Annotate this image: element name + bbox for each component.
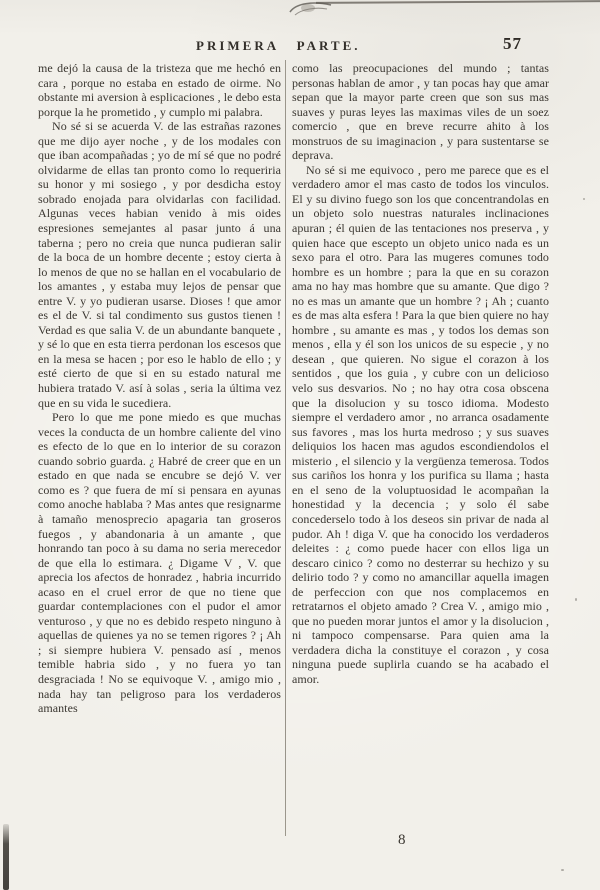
paragraph: como las preocupaciones del mundo ; tantas personas hablan de amor , y tan pocas hay que amar sepan que la mayor parte creen que son sus mas suaves y puras leyes las maximas viles de un soez comercio , que en breve recurre ahito à los monstruos de su imaginacion , y para sustentarse se deprava.: [292, 61, 549, 163]
running-title: PRIMERA PARTE.: [196, 38, 361, 53]
paragraph: Pero lo que me pone miedo es que muchas veces la conducta de un hombre caliente del vino es efecto de lo que en lo interior de su corazon cuando sobrio guarda. ¿ Habré de creer que en un estado en que nada se encubre se dejó V. ver como es ? que fuera de mí si pensara en ayunas como anoche hablaba ? Mas antes que resignarme à tamaño menosprecio apagaria tan groseros fuegos , y abandonaria à un amante , que honrando tan poco à su dama no seria merecedor de que ella lo estimara. ¿ Digame V , V. que aprecia los afectos de honradez , habria incurrido acaso en el cruel error de que no tiene que guardar contemplaciones con el pudor el amor venturoso , y que no es debido respeto ninguno à aquellas de quienes ya no se temen rigores ? ¡ Ah ; si siempre hubiera V. pensado así , menos temible habria sido , y no fuera yo tan desgraciada ! No se equivoque V. , amigo mio , nada hay tan peligroso para los verdaderos amantes: [38, 410, 281, 716]
signature-mark: 8: [398, 832, 406, 848]
page-number: 57: [503, 34, 522, 53]
left-column: [38, 61, 281, 837]
scan-smudge-icon: [286, 0, 336, 18]
scan-speck: [561, 869, 564, 871]
right-column: [292, 61, 549, 837]
scan-speck: [575, 598, 577, 601]
column-divider-rule: [285, 60, 286, 836]
scan-edge-line-artifact: [316, 0, 600, 4]
paragraph: me dejó la causa de la tristeza que me hechó en cara , porque no estaba en estado de oirme. No obstante mi aversion à esplicaciones , le debo esta porque la he prometido , y cumplo mi palabra.: [38, 61, 281, 119]
scan-speck: [583, 198, 585, 200]
paragraph: No sé si me equivoco , pero me parece que es el verdadero amor el mas casto de todos los vinculos. El y su divino fuego son los que concentrandolas en un objeto solo nuestras naturales inclinaciones apuran ; él quien de las tentaciones nos preserva , y quien hace que escepto un objeto unico nada es un sexo para el otro. Para las mugeres comunes todo hombre es un hombre ; para la que en su corazon ama no hay mas hombre que su amante. Que digo ? no es mas un amante que un hombre ? ¡ Ah ; cuanto es de mas alta esfera ! Para la que bien quiere no hay hombre , su amante es mas , y todos los demas son menos , ella y él son los unicos de su especie , y no desean , que quieren. No sigue el corazon à los sentidos , que los guia , y cubre con un delicioso velo sus desvarios. No ; no hay otra cosa obscena que la disolucion y su tosco idioma. Modesto siempre el verdadero amor , no arranca osadamente sus favores , mas los hurta medroso ; y sus suaves deliquios los hacen mas agudos escondiendolos el misterio , el silencio y la vergüenza temerosa. Todos sus cariños los honra y los purifica su llama ; hasta en el seno de la voluptuosidad le acompañan la honestidad y la decencia ; y solo él sabe concederselo todo à los deseos sin privar de nada al pudor. Ah ! diga V. que ha conocido los verdaderos deleites : ¿ como puede hacer con ellos liga un descaro cinico ? como no desterrar su hechizo y su delirio todo ? y como no amancillar aquella imagen de perfeccion con que nos complacemos en retratarnos el objeto amado ? Crea V. , amigo mio , que no pueden morar juntos el amor y la disolucion , ni tampoco compensarse. Para quien ama la verdadera dicha la constituye el corazon , y cosa ninguna puede suplirla cuando se ha acabado el amor.: [292, 162, 549, 686]
paragraph: No sé si se acuerda V. de las estrañas razones que me dijo ayer noche , y de los modales con que iban acompañadas ; yo de mí sé que no podré olvidarme de ellas tan pronto como lo requeriria su honor y mi sosiego , y por desdicha estoy sobrado enojada para olvidarlas con facilidad. Algunas veces habian venido à mis oides espresiones semejantes al pasar junto á una taberna ; pero no creia que nunca pudieran salir de la boca de un hombre decente ; estoy cierta à lo menos de que no se hallan en el vocabulario de los amantes , y estaba muy lejos de pensar que entre V. y yo pudieran usarse. Dioses ! que amor es el de V. si tal condimento sus gustos tienen ! Verdad es que salia V. de un abundante banquete , y sé lo que en esta tierra perdonan los escesos que en la mesa se hacen ; por eso le hablo de ello ; y esté cierto de que si en su estado natural me hubiera tratado V. así à solas , seria la última vez que en su vida le sucediera.: [38, 119, 281, 410]
scan-edge-artifact: [3, 824, 9, 890]
